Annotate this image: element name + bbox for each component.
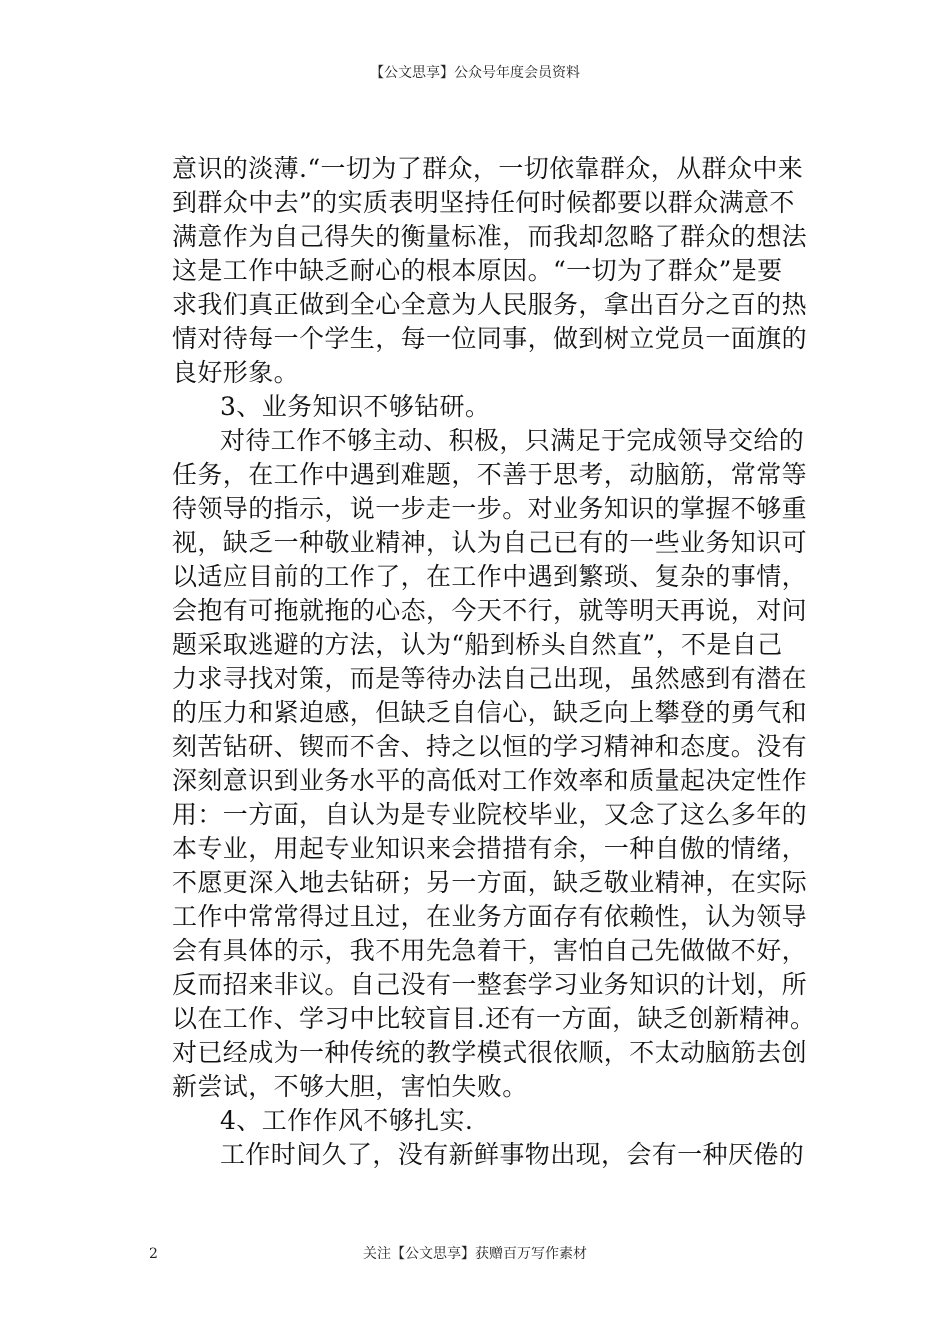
document-body	[172, 152, 832, 1172]
page-footer: 关注【公文思享】获赠百万写作素材	[363, 1246, 587, 1262]
text-line: 反而招来非议。自己没有一整套学习业务知识的计划，所	[172, 970, 808, 999]
text-line: 意识的淡薄.“一切为了群众，一切依靠群众，从群众中来	[172, 154, 804, 183]
section-heading: 3、业务知识不够钻研。	[220, 392, 491, 421]
text-line: 到群众中去”的实质表明坚持任何时候都要以群众满意不	[172, 188, 795, 217]
text-line: 任务，在工作中遇到难题，不善于思考，动脑筋，常常等	[172, 460, 808, 489]
text-line: 情对待每一个学生，每一位同事，做到树立党员一面旗的	[172, 324, 808, 353]
text-line: 工作中常常得过且过，在业务方面存有依赖性，认为领导	[172, 902, 808, 931]
text-line: 题采取逃避的方法，认为“船到桥头自然直”，不是自己	[172, 630, 783, 659]
text-line: 求我们真正做到全心全意为人民服务，拿出百分之百的热	[172, 290, 808, 319]
text-line: 对已经成为一种传统的教学模式很依顺，不太动脑筋去创	[172, 1038, 808, 1067]
text-line: 会有具体的示，我不用先急着干，害怕自己先做做不好，	[172, 936, 808, 965]
text-line: 良好形象。	[172, 358, 300, 387]
text-line: 会抱有可拖就拖的心态，今天不行，就等明天再说，对问	[172, 596, 808, 625]
page-number: 2	[149, 1246, 158, 1262]
text-line: 满意作为自己得失的衡量标准，而我却忽略了群众的想法	[172, 222, 808, 251]
text-line: 对待工作不够主动、积极，只满足于完成领导交给的	[220, 426, 805, 455]
text-line: 刻苦钻研、锲而不舍、持之以恒的学习精神和态度。没有	[172, 732, 808, 761]
text-line: 以在工作、学习中比较盲目.还有一方面，缺乏创新精神。	[172, 1004, 816, 1033]
page-header: 【公文思享】公众号年度会员资料	[370, 65, 580, 81]
text-line: 视，缺乏一种敬业精神，认为自己已有的一些业务知识可	[172, 528, 808, 557]
section-heading: 4、工作作风不够扎实.	[220, 1106, 474, 1135]
text-line: 本专业，用起专业知识来会措措有余，一种自傲的情绪，	[172, 834, 808, 863]
text-line: 用：一方面，自认为是专业院校毕业，又念了这么多年的	[172, 800, 808, 829]
text-line: 力求寻找对策，而是等待办法自己出现，虽然感到有潜在	[172, 664, 808, 693]
text-line: 深刻意识到业务水平的高低对工作效率和质量起决定性作	[172, 766, 808, 795]
text-line: 不愿更深入地去钻研；另一方面，缺乏敬业精神，在实际	[172, 868, 808, 897]
text-line: 以适应目前的工作了，在工作中遇到繁琐、复杂的事情，	[172, 562, 808, 591]
text-line: 待领导的指示，说一步走一步。对业务知识的掌握不够重	[172, 494, 808, 523]
text-line: 新尝试，不够大胆，害怕失败。	[172, 1072, 528, 1101]
text-line: 这是工作中缺乏耐心的根本原因。“一切为了群众”是要	[172, 256, 783, 285]
text-line: 的压力和紧迫感，但缺乏自信心，缺乏向上攀登的勇气和	[172, 698, 808, 727]
text-line: 工作时间久了，没有新鲜事物出现，会有一种厌倦的	[220, 1140, 805, 1169]
